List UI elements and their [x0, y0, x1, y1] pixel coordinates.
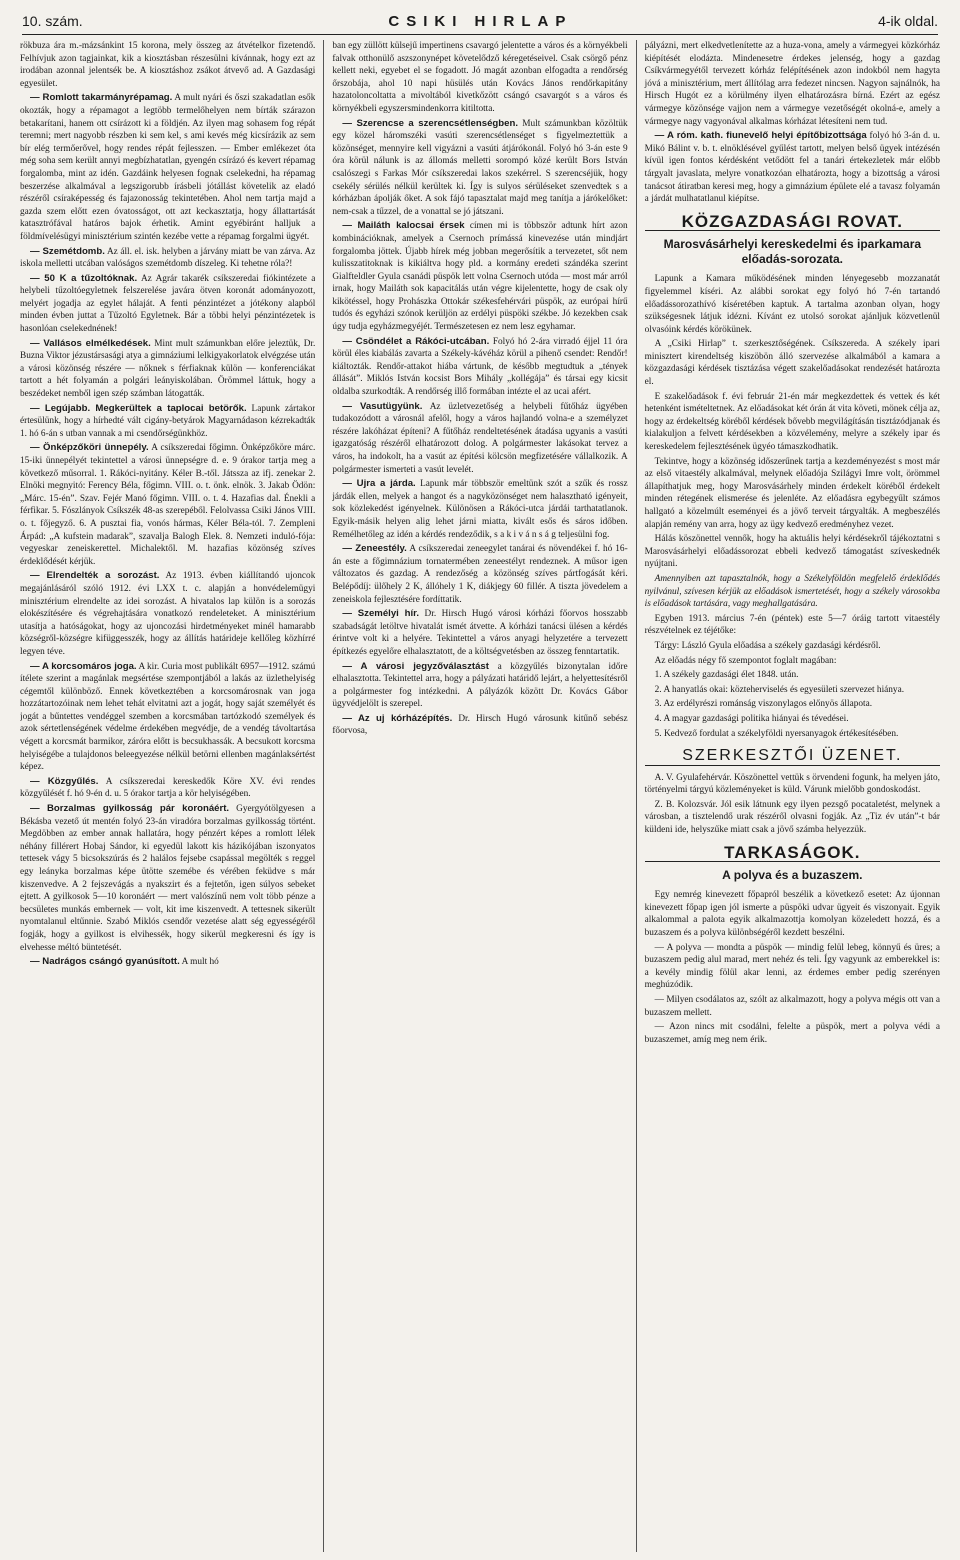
article-headline: — Vallásos elmélkedések. — [30, 337, 151, 349]
list-item: 3. Az erdélyrészi románság viszonylagos előnyös állapota. — [654, 699, 873, 710]
article-text: Tárgy: László Gyula előadása a székely gazdasági kérdésről. — [654, 640, 881, 651]
article-text: Mint mult számunkban előre jeleztük, Dr. Buzna Viktor jézustársasági atya a gimnáziumi lelkigyakorlatok elvégzése után a városi közönség részére — nőknek s férfiaknak külön — konferenciákat tartott a hét folyamán a polgári leányiskolában. Örömmel láttuk, hogy a beszédeket nemből igen szép számban látogatták. — [20, 338, 316, 400]
article-text: címen mi is többször adtunk hírt azon kombinációknak, amelyek a Csernoch prímássá kinevezése után mindjárt forgalomba jöttek. Újabb hírek még jobban megerősítik a tervezetet, sőt nem kulisszatitoknak is kikiáltva hogy pld. a kormány eredeti szándéka szerint Gialfteldler Gyula csanádi püspök lett volna Csernoch utóda — most már arról irnak, hogy Mailáth sok kapacitálás után végre kijelentette, hogy de csak oly kikötéssel, hogy Prohászka Ottokár székesfehérvári püspök, az európai hírű tudós és egyházi szónok kerüljön az erdélyi püspöki székbe. Jó kezekben csak úgy tudja egyházmegyéjét. Természetesen ez nem lesz egyhamar. — [332, 221, 628, 333]
article-headline: — Önképzőköri ünnepély. — [30, 442, 149, 454]
article-headline: — Romlott takarmányrépamag. — [30, 92, 173, 104]
article-headline: — Ujra a járda. — [342, 478, 416, 490]
article-title-chamber: Marosvásárhelyi kereskedelmi és iparkamara előadás-sorozata. — [663, 237, 922, 267]
article-text: folyó hó 3-án d. u. Mikó Bálint v. b. t. elnöklésével gyűlést tartott, melyen belső ügyek intézésén kívül igen fontos kérdésként vetődött fel a tanári értekezletek már előbb tárgyalt javaslata, melyre vonatkozóan elhatározta, hogy a bizottság a városi tanácsot átiratban keresi meg, hogy a gimnázium épülete elé a tavasz folyamán a járdát mulhatatlanul kiépítse. — [644, 131, 940, 205]
article-headline: — Nadrágos csángó gyanúsított. — [30, 956, 180, 968]
article-headline: — Csöndélet a Rákóci-utcában. — [342, 335, 490, 347]
article-text: A „Csiki Hirlap” t. szerkesztőségének. Csíkszereda. A székely ipari minisztert kirendeltség kiszöbön álló szervezése alkalmából a kamara a közgazdasági kérdések tisztázása végett szakelőadásokat rendezését határozta el. — [644, 339, 940, 388]
article-headline: — Legújabb. Megkerültek a taplocai betörők. — [30, 402, 247, 414]
article-text: Az áll. el. isk. helyben a járvány miatt be van zárva. Az iskola melletti utcában valóságos szemétdomb díszeleg. Ki tehetne róla?! — [20, 246, 316, 270]
article-headline: — Az uj kórházépítés. — [342, 712, 453, 724]
article-text: A csíkszeredai zeneegylet tanárai és növendékei f. hó 16-án este a főgimnázium tornatermében zeneestélyt rendeznek. A műsor igen változatos és gazdag. A rendezőség a közönség szíves pártfogását kéri. Belépődíj: ülőhely 2 K, állóhely 1 K, diákjegy 60 fillér. A tiszta jövedelem a zeneiskola fejlesztésére fordíttatik. — [332, 544, 628, 605]
article-text: E szakelőadások f. évi február 21-én már megkezdettek és vettek és két hetenként ismételtetnek. Az előadásokat két órán át vita követi, mönek célja az, hogy az érdekeltség köréből kérdések bővebb megvilágításán tisztázódjanak és kialakuljon a felvett kérdésekben a közvélemény, melyre a székely ipar és kereskedelem fejlesztésének ügyéo támaszkodhatik. — [644, 391, 940, 453]
article-text: Gyergyótölgyesen a Békásba vezető út mentén folyó 23-án viradóra borzalmas gyilkosság történt. Megdöbben az ember annak hallatára, hogy pénzért képes a romlott lélek néhány fillérert Hobaj Sándor, ki egyedül lakott kis házikójában iszonyatos tettesek vágy 5 bicsokszúrás és 2 halálos fejsebe csapással megölték s reggel egy leányka borzalmas képe ütötte szemébe és vérében feküdve s már kiszenvedve. A 2 fejszevágás a nyakszirt és a fejtetőn, igen súlyos sebeket ejtett. A gyilkosok 5—10 koronáért — mert valószínű nem volt több pénze a becsületes munkás embernek — volt, kit ime kiszenvedt. A tettesnek sikerült nyomtalanul eltűnnie. Szabó Miklós csendőr vezetése alatt ség egyességéről fogják, hogy a gyilkost is elvihessék, hogy sikerül megkeresni és így is elvehesse méltó büntetését. — [20, 804, 316, 953]
article-text: pályázni, mert elkedvetlenítette az a huza-vona, amely a vármegyei közkórház kiépítését elodázta. Mindenesetre érdekes jelenség, hogy a gazdag Csíkvármegyétől tervezett kórház felépítésének azon indokból nem hagyta jóvá a minisztérium, mert állítólag arra fedezet nincsen. Nagyon sajnálnók, ha Hirsch Hugót ez a körülmény ilyen elhatározásra bírná. Ezért az egész vármegye közönsége vajjon nem a vármegye vezetőségét okolná-e, amely a vármegye nagy vagyonával alkalmas kórházat létesíteni nem tud. — [644, 41, 940, 127]
article-text: Hálás köszönettel vennők, hogy ha aktuális helyi kérdésekről tájékoztatni s Marosvásárhelyi előadássorozat ebbeli kedvező támogatást szíveskednék nyújtani. — [644, 534, 940, 570]
column-3 — [636, 40, 940, 1552]
article-text: Az előadás négy fő szempontot foglalt magában: — [654, 655, 837, 666]
section-title-miscellany: TARKASÁGOK. — [645, 847, 940, 863]
article-text: A mult hó — [181, 957, 219, 968]
list-item: 4. A magyar gazdasági politika hiányai és tévedései. — [654, 713, 849, 724]
article-headline: — Elrendelték a sorozást. — [30, 570, 160, 582]
section-title-economy: KÖZGAZDASÁGI ROVAT. — [645, 216, 940, 232]
article-headline: — Szemétdomb. — [30, 245, 105, 257]
article-headline: — 50 K a tűzoltóknak. — [30, 272, 138, 284]
article-text: A csíkszeredai kereskedők Köre XV. évi rendes közgyűlését f. hó 9-én d. u. 5 órakor tartja a kör helyiségében. — [20, 776, 316, 800]
article-text: Dr. Hirsch Hugó városi kórházi főorvos hosszabb szabadságát letöltve hivatalát ismét átvette. A kórházi tanácsi ülésen a kérdés érintve volt ki a helyére. Tekintettel a város anyagi helyzetére a tervezett építkezés egyelőre elhalasztatott, de a költségvetésben az összeg fenntartatik. — [332, 609, 628, 657]
article-headline: — A róm. kath. fiunevelő helyi építőbizottsága — [654, 130, 867, 142]
list-item: 5. Kedvező fordulat a székelyföldi nyersanyagok értékesítésében. — [654, 728, 899, 739]
article-text: Tekintve, hogy a közönség időszerűnek tartja a kezdeményezést s most már az első vitaestély alkalmával, melynek előadója Szilágyi Imre volt, örömmel állapíthatjuk meg, hogy Marosvásárhely minden érdekelt köréből érdekelt minden rétegének elismerése és jelenléte. Az előadásra egybegyűlt számos hallgató a közelmúlt eseményei és a jövő terveit tárgyalták. A megbeszélés alapján remény van arra, hogy az ügy kedvező eredményhez vezet. — [644, 456, 940, 530]
article-headline: — Szerencse a szerencsétlenségben. — [342, 117, 519, 129]
article-text: Lapunk már többször emeltünk szót a szűk és rossz járdák ellen, melyek a hangot és a nagyközönséget nem halasztható igényeit, sok közlekedést igényelnek. Különösen a Rákóci-utca járdái tarthatatlanok. Egyik-másik helyen alig lehet járni miatta, kivált esős és sáros időben. Remélhetőleg az idén a kérdés rendeződik, s a k i v á n s á g teljesülni fog. — [332, 479, 628, 540]
article-text: A csíkszeredai főgimn. Önképzőköre márc. 15-iki ünnepélyét tekintettel a városi ünnepségre d. e. 9 órakor tartja meg a következő műsorral. 1. Rákóci-nyitány. Kéler B.-től. Játssza az ifj. zenekar 2. Elnöki megnyitó: Ferency Béla, főgimn. VIII. o. t. önk. elnök. 3. Jakab Ödön: „Márc. 15-én”. Szav. Fejér Manó főgimn. VIII. o. t. 4. Hazafias dal. Énekli a férfikar. 5. Fószlányok Csíkszék 48-as szerepéből. Felolvassa Csiki János VIII. o. t. főjegyző. 6. A pusztai fia, vonós hármas, Kéler Béla-tól. 7. Zempleni Árpád: „A kufstein madarak”, szavalja Balogh Elek. 8. Nemzeti induló-fója: vegyeskar zeneiskerettel. Michalektől. M. hazafias közönség szíves érdeklődését kérjük. — [20, 443, 316, 567]
paper-title: CSIKI HIRLAP — [388, 12, 573, 30]
article-headline: — A városi jegyzőválasztást — [342, 660, 489, 672]
column-1 — [20, 40, 315, 1552]
article-text: Lapunk a Kamara működésének minden lényegesebb mozzanatát figyelemmel kíséri. Az alábbi sorokat egy folyó hó 7-én tartandó előadássorozathívó kíséretében kaptuk. A tartalma azonban olyan, hogy szükségesnek látjuk idézni. Kívánt ez utolsó sorokat ajánljuk közvetlenül olvasóink kérdés körökünek. — [644, 274, 940, 335]
article-text: Egy nemrég kinevezett főpapról beszélik a következő esetet: Az újonnan kinevezett főpap igen jól ismerte a püspöki udvar ügyeit és viszonyait. Egyik alkalommal a palota egyik alkalmazottja komolyan közeledett hozzá, és a buzaszem és a polyva különbségéről kezdett beszélni. — [644, 890, 940, 939]
article-headline: — Mailáth kalocsai érsek — [342, 220, 465, 232]
article-text: A mult nyári és őszi szakadatlan esők okozták, hogy a répamagot a legtöbb termelőhelyen nem bírták szárazon betakarítani, hanem ott csírázott ki a földjén. Az ilyen mag sohasem fog répát teremni; mert nagyobb részben ki sem kel, s ami kevés még kicsírázik az sem bír elég termőerővel, hogy rendes répát fejlesszen. — Ember emlékezet óta még soha sem került annyi megbízhatatlan, gyengén csírázó és kevert répamag forgalomba, mint az idén. Gazdáink helyesen fognak cselekedni, ha répamag beszerzése alkalmával a legszigorubb írásbeli jótállást követelik az eladó részéről csíraképesség és fajazonosság tekintetében. Ahol nem tartja majd a gazda szem előtt ezen óvatosságot, ott azt keckasztatja, hogy állattartását katasztrófával határos bajok érhetik. Amint egyébiránt halljuk a földmívelésügyi minisztérium szintén kezébe vette a répamag forgalmi ügyét. — [20, 93, 316, 242]
list-item: 1. A székely gazdasági élet 1848. után. — [654, 670, 799, 681]
article-headline: — Zeneestély. — [342, 543, 407, 555]
article-text: Z. B. Kolozsvár. Jól esik látnunk egy ilyen pezsgő pocataletést, melynek a városban, a tisztelendő urak részéről olvasni fogják. Az „Tiz év után”-t bár küldeni ide, helyszűke miatt csak a jövő számba helyezzük. — [644, 799, 940, 836]
article-text: a közgyűlés bizonytalan időre elhalasztotta. Tekintettel arra, hogy a pályázati határidő lejárt, a helyettesítésről a polgármester fog intézkedni. A pályázók között Dr. Kovács Gábor ügyvédjelölt is szerepel. — [332, 661, 628, 710]
article-headline: — Közgyűlés. — [30, 775, 99, 787]
issue-number: 10. szám. — [22, 13, 83, 29]
article-text: A. V. Gyulafehérvár. Köszönettel vettük s örvendeni fogunk, ha melyen játo, történyelmi tárgyú közleményeket is küld. Várunk mielőbb gondoskodást. — [644, 772, 940, 796]
article-text: Az üzletvezetőség a helybeli fűtőház ügyében tudakozódott a városnál afelől, hogy a város hajlandó volna-e a személyzet részére lakóházat építeni? A fűtőház rendeltetésének átadása ugyanis a vasúti igazgatóság részéről elhatározott dolog. A polgármester lakásokat tervez a város, ha indokolt, ha a vasút az építési kölcsön megfizetésére vállalkozik. A polgármester ismerteti a vasút levelét. — [332, 401, 628, 475]
section-title-editorial: SZERKESZTŐI ÜZENET. — [645, 750, 940, 766]
article-text: Lapunk zártakor értesülünk, hogy a hírhedté vált cigány-betyárok Magyarnádason kézrekadták 1. hó 6-án s utban vannak a mi csendőrségünkhöz. — [20, 403, 316, 439]
article-text: Egyben 1913. március 7-én (péntek) este 5—7 óráig tartott vitaestély részvételnek ez téjétőke: — [644, 613, 940, 637]
article-text: Folyó hó 2-ára virradó éjjel 11 óra körül éles kiabálás zavarta a Székely-kávéház körül a pihenő csendet: Rendőr! kiáltozták. Rendőr-attakot hiába vártunk, de később megtudtuk a „tények állását”. Miklós István kocsist Bors Mihály „kollégája” és társai egy kicsit oldalba szurkodták. A rendőrség illő formában intézte el az ucai afért. — [332, 336, 628, 398]
article-text: A kir. Curia most publikált 6957—1912. számú ítélete szerint a magánlak megsértése szempontjából a lakás az üzlethelyiség cégemtől különböző. Ennek következtében a korcsomárosnak van joga hozzátartozóinak nem lehet tehát elvitatni azt a jogát, hogy saját személyét és jogát a bűntettes vendéggel szemben a korcsmában tartózkodó személyek és azok sértetlenségének védelme érdekében megvédje, de a vendég távoltartása végett a korcsmát barmikor, záróra előtt is becsukhassák. A becsukott korcsma helyiségébe a tulajdonos beleegyezése nélkül betörni ellenben magánlaksértést képez. — [20, 661, 316, 773]
article-headline: — Vasutügyünk. — [342, 400, 423, 412]
list-item: 2. A hanyatlás okai: közteherviselés és egyesületi szervezet hiánya. — [654, 684, 905, 695]
article-text: — Milyen csodálatos az, szólt az alkalmazott, hogy a polyva mégis ott van a buzaszem mellett. — [644, 995, 940, 1018]
article-text: — Azon nincs mit csodálni, felelte a püspök, mert a polyva védi a buzaszemet, amíg meg nem érik. — [644, 1022, 940, 1045]
article-title-chaff: A polyva és a buzaszem. — [722, 868, 863, 883]
article-headline: — Borzalmas gyilkosság pár koronáért. — [30, 803, 230, 815]
article-columns — [20, 40, 940, 1552]
article-text: Az 1913. évben kiállítandó ujoncok megajánlásáról szóló 1912. évi LXX t. c. alapján a honvédelemügyi minisztérium elrendelte az idei sorozást. A hivatalos lap külön is a sorozás elokészítésére és végrehajtására vonatkozó rendeleteket. A minisztérium utasítja a hatóságokat, hogy az ujoncozási hirdetményeket minél hamarabb községről-községre kifüggesszék, hogy az állítás határideje kellőleg közhírré legyen téve. — [20, 571, 316, 657]
article-text: ban egy züllött külsejű impertinens csavargó jelentette a város és a környékbeli falvak otthonülő aszszonynépet követelődző kéregetéseivel. Csak csörgő pénz kellett neki, egyebet el se fogadott. Jó magát azonban elfogadta a rendőrség őrszobája, ahol 10 napi hüsülés után Kovács János rendőrkapitány hazatoloncoltatta a mivoltából kivetkőzött csángó csavargót s a város és környékbeli egyszersmindenkorra kitiltotta. — [332, 41, 628, 114]
masthead — [22, 8, 938, 35]
article-text: Az Agrár takarék csíkszeredai fiókintézete a helybeli tűzoltóegyletnek felszerelése javára ötven koronát adományozott, melyért jogadja az egylet hálaját. A fenti pénzintézet a jótékony alapból minden évben juttat a Tűzoltó Egyletnek. Bár a többi helyi pénzintézetek is hasonlóan cselekednének! — [20, 273, 316, 335]
article-text: Mult számunkban közöltük egy közel háromszéki vasúti szerencsétlenséget s figyelmeztettük a közönséget, mennyire kell vigyázni a vasúti átjárókonál. Folyó hó 3-án este 9 óra körül nálunk is az állomás melletti sorompó közé került Bors István csalószegi s Farkas Mór csíkszeredai lakos szekérrel. S szerencséjük, hogy csekély sérülés nélkül kerültek ki. Így is sulyos sérüléseket szenvedtek s a kórházban ápolják őket. A sok fájó tapasztalat majd meg tanítja a járókelőket: nem-csak a tűzzel, de a vonattal se jó játszani. — [332, 118, 628, 217]
article-text: — A polyva — mondta a püspök — mindig felül lebeg, könnyű és üres; a buzaszem pedig alul marad, mert nehéz és teli. Így vagyunk az emberekkel is: a kevély mindig fölül akar lenni, az érdemes ember pedig szerényen meghúzódik. — [644, 942, 940, 991]
column-2 — [323, 40, 627, 1552]
article-headline: — A korcsomáros joga. — [30, 660, 137, 672]
article-text: Amennyiben azt tapasztalnók, hogy a Székelyföldön megfelelő érdeklődés nyilvánul, szívesen kérjük az előadások ismertetését, hogy a székely városokba is előadások tartására, vagy meghallgatására. — [644, 573, 940, 610]
article-text: Dr. Hirsch Hugó városunk kitűnő sebész főorvosa, — [332, 713, 628, 737]
article-text: rökbuza ára m.-mázsánkint 15 korona, mely összeg az átvételkor fizetendő. Felhívjuk azon tagjainkat, kik a kiosztásban részesülni kívánnak, hogy ezt az irodában azonnal jelentsék be. A kiosztáshoz zsákot átvevő ad. A Gazdasági egyesület. — [20, 41, 316, 89]
page-number: 4-ik oldal. — [878, 13, 938, 29]
article-headline: — Személyi hír. — [342, 608, 420, 620]
